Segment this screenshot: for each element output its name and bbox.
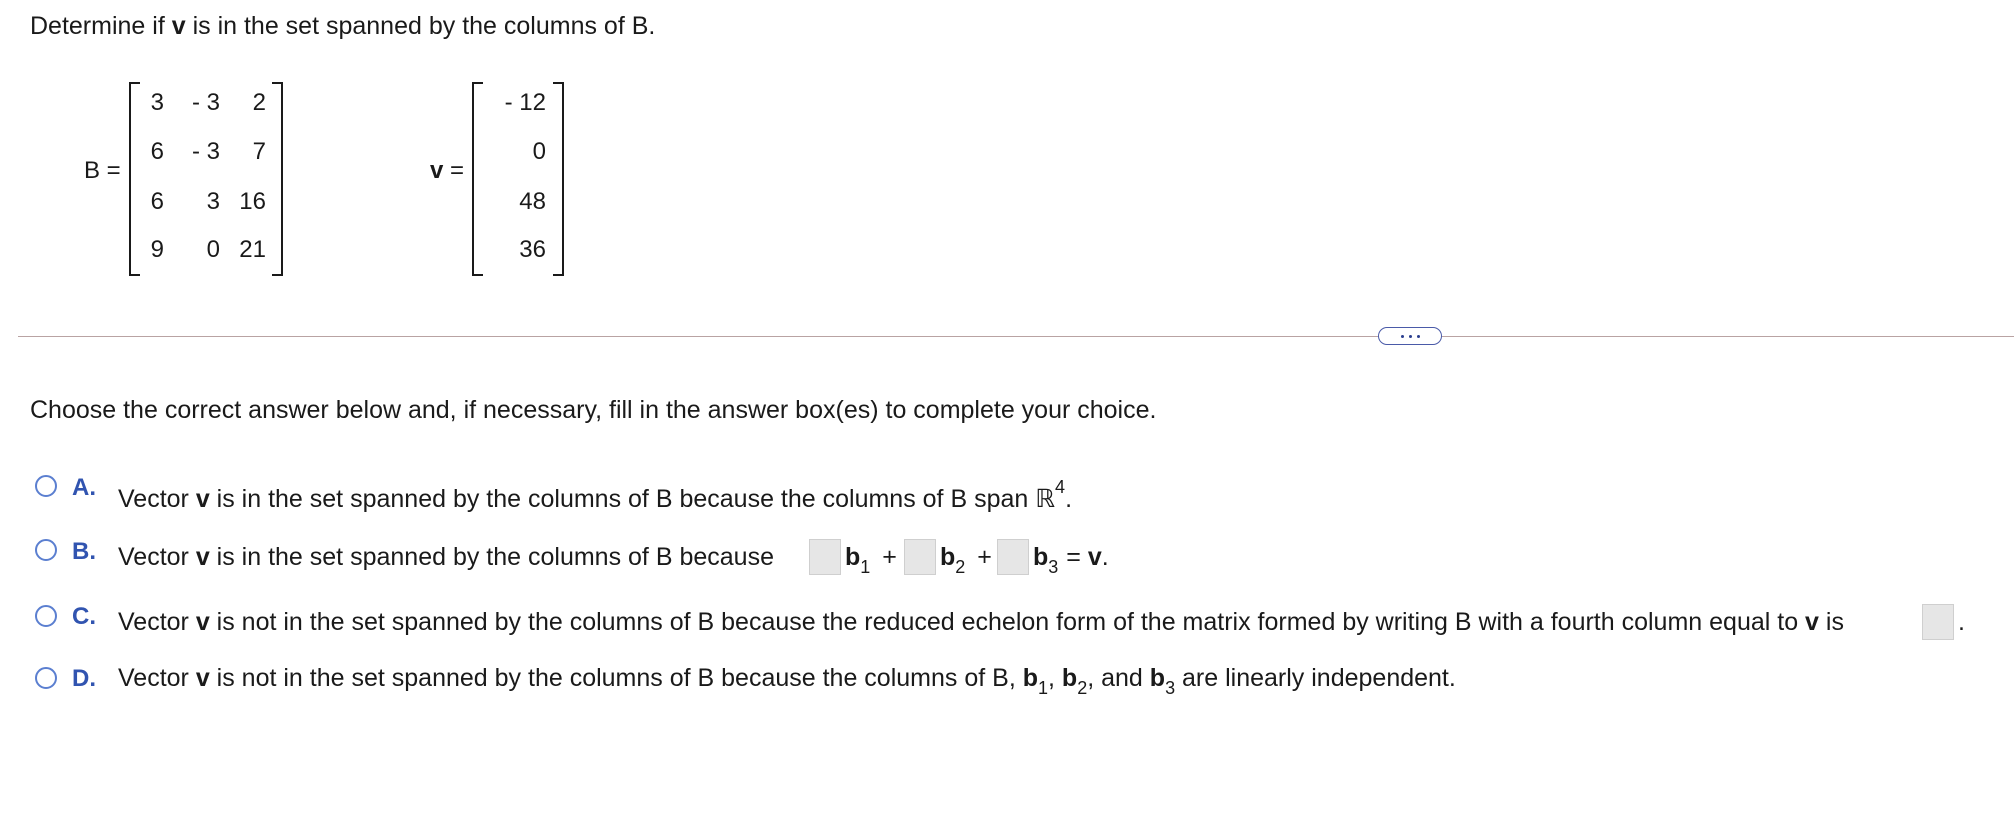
option-c-letter: C. — [72, 603, 96, 630]
matrix-b-cell: 0 — [206, 236, 220, 263]
b2-term: $b_2$ + — [940, 543, 992, 577]
option-c-radio[interactable] — [35, 605, 57, 627]
matrix-b-cell: 7 — [252, 138, 266, 165]
vector-v-cell: 48 — [519, 188, 546, 215]
b1-term: $b_1$ + — [845, 543, 897, 577]
option-b-radio[interactable] — [35, 539, 57, 561]
option-b-letter: B. — [72, 538, 96, 565]
option-a-radio[interactable] — [35, 475, 57, 497]
coefficient-3-input[interactable] — [997, 539, 1029, 575]
coefficient-1-input[interactable] — [809, 539, 841, 575]
option-d-text: Vector v is not in the set spanned by the columns of B because the columns of B, $b_1$, $b_2$, and $b_3$ are linearly independent. — [118, 664, 1456, 698]
matrix-b-cell: 3 — [150, 89, 164, 116]
real-number-symbol: ℝ — [1035, 485, 1056, 513]
matrix-b-cell: 6 — [150, 138, 164, 165]
option-c-period: . — [1958, 608, 1965, 636]
more-button[interactable] — [1378, 327, 1442, 345]
vector-v-cell: 0 — [532, 138, 546, 165]
vector-v-label: v = — [430, 157, 465, 184]
option-c-text: Vector v is not in the set spanned by the columns of B because the reduced echelon form of the matrix formed by writing B with a fourth column equal to v is — [118, 608, 1844, 636]
instruction-text: Choose the correct answer below and, if necessary, fill in the answer box(es) to complete your choice. — [30, 396, 1157, 424]
vector-v-cell: - 12 — [504, 89, 546, 116]
matrix-b-cell: 21 — [239, 236, 266, 263]
option-a-text: Vector v is in the set spanned by the columns of B because the columns of B span ℝ$^4$. — [118, 477, 1073, 513]
matrix-b-cell: - 3 — [191, 89, 220, 116]
reduced-echelon-input[interactable] — [1922, 604, 1954, 640]
matrix-b-cell: 6 — [150, 188, 164, 215]
matrix-b-cell: - 3 — [191, 138, 220, 165]
ellipsis-dot — [1401, 335, 1404, 338]
vector-v-left-bracket — [472, 82, 483, 276]
option-a-letter: A. — [72, 474, 96, 501]
matrix-b-label: B = — [84, 157, 121, 184]
ellipsis-dot — [1417, 335, 1420, 338]
matrix-b-left-bracket — [129, 82, 140, 276]
coefficient-2-input[interactable] — [904, 539, 936, 575]
matrix-b-cell: 2 — [252, 89, 266, 116]
option-b-text: Vector v is in the set spanned by the columns of B because — [118, 543, 774, 571]
section-divider — [18, 336, 2014, 337]
option-d-radio[interactable] — [35, 667, 57, 689]
matrix-b-cell: 3 — [206, 188, 220, 215]
vector-v-right-bracket — [553, 82, 564, 276]
ellipsis-dot — [1409, 335, 1412, 338]
matrix-b-cell: 16 — [239, 188, 266, 215]
question-text: Determine if v is in the set spanned by the columns of B. — [30, 12, 656, 40]
vector-v-symbol: v — [171, 12, 186, 40]
vector-v-cell: 36 — [519, 236, 546, 263]
matrix-b-cell: 9 — [150, 236, 164, 263]
matrix-b-right-bracket — [272, 82, 283, 276]
option-d-letter: D. — [72, 665, 96, 692]
b3-term: $b_3 = v$. — [1033, 543, 1109, 577]
